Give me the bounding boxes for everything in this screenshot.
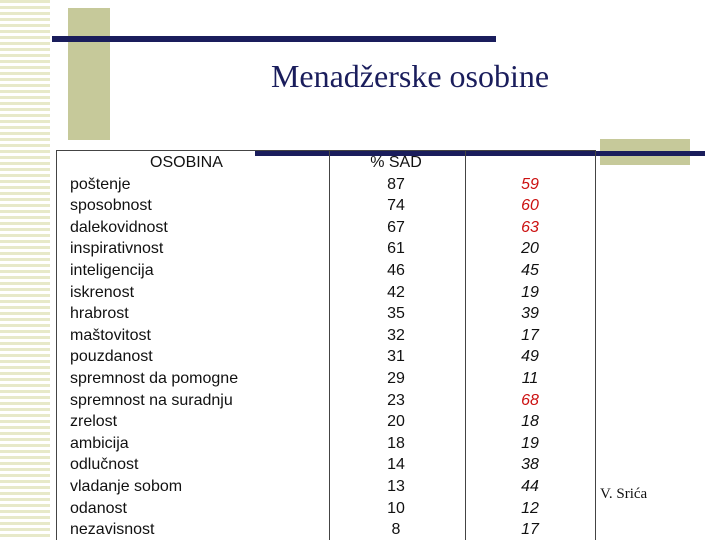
other-value-cell: 18 (521, 413, 539, 431)
trait-cell: inspirativnost (70, 240, 164, 258)
sad-value-cell: 46 (387, 261, 405, 279)
page-title: Menadžerske osobine (270, 58, 550, 94)
table-divider-3 (595, 150, 596, 540)
sad-value-cell: 87 (387, 175, 405, 193)
other-value-cell: 68 (521, 391, 539, 409)
other-value-cell: 38 (521, 456, 539, 474)
trait-cell: nezavisnost (70, 521, 155, 539)
author-credit: V. Srića (600, 486, 648, 502)
sad-value-cell: 32 (387, 326, 405, 344)
other-value-cell: 17 (521, 521, 539, 539)
sad-value-cell: 18 (387, 434, 405, 452)
sad-value-cell: 13 (387, 477, 405, 495)
sad-value-cell: 67 (387, 218, 405, 236)
other-value-cell: 19 (521, 283, 539, 301)
other-column-header-empty (490, 152, 570, 174)
other-value-cell: 60 (521, 197, 539, 215)
decorative-olive-block (68, 8, 110, 140)
sad-column (360, 152, 432, 541)
trait-column-header: OSOBINA (150, 154, 223, 171)
other-value-cell: 17 (521, 326, 539, 344)
other-value-cell: 12 (521, 499, 539, 517)
other-value-cell: 45 (521, 261, 539, 279)
table-divider-2 (465, 150, 466, 540)
decorative-stripes (0, 0, 50, 540)
trait-cell: odlučnost (70, 456, 139, 474)
sad-value-cell: 61 (387, 240, 405, 258)
other-value-cell: 59 (521, 175, 539, 193)
sad-value-cell: 29 (387, 369, 405, 387)
trait-cell: spremnost da pomogne (70, 369, 239, 387)
other-value-cell: 11 (521, 369, 539, 387)
trait-cell: maštovitost (70, 326, 151, 344)
other-value-cell: 63 (521, 218, 539, 236)
decorative-title-bar (52, 36, 496, 42)
table-divider-1 (329, 150, 330, 540)
other-value-cell: 19 (521, 434, 539, 452)
sad-column-header: % SAD (370, 154, 422, 171)
other-column (490, 152, 570, 541)
sad-value-cell: 8 (391, 521, 401, 539)
trait-column (70, 152, 238, 541)
sad-value-cell: 74 (387, 197, 405, 215)
trait-cell: iskrenost (70, 283, 135, 301)
table-top-border (56, 150, 596, 151)
other-value-cell: 44 (521, 477, 539, 495)
trait-cell: odanost (70, 499, 127, 517)
trait-cell: vladanje sobom (70, 477, 183, 495)
trait-cell: hrabrost (70, 305, 129, 323)
sad-value-cell: 14 (387, 456, 405, 474)
trait-cell: poštenje (70, 175, 131, 193)
trait-cell: sposobnost (70, 197, 152, 215)
trait-cell: pouzdanost (70, 348, 153, 366)
sad-value-cell: 23 (387, 391, 405, 409)
sad-value-cell: 10 (387, 499, 405, 517)
trait-cell: spremnost na suradnju (70, 391, 233, 409)
table-divider-left (56, 150, 57, 540)
sad-value-cell: 31 (387, 348, 405, 366)
decorative-table-bar (255, 151, 705, 156)
other-value-cell: 39 (521, 305, 539, 323)
trait-cell: ambicija (70, 434, 129, 452)
other-value-cell: 20 (521, 240, 539, 258)
sad-value-cell: 42 (387, 283, 405, 301)
trait-cell: dalekovidnost (70, 218, 168, 236)
other-value-cell: 49 (521, 348, 539, 366)
trait-cell: zrelost (70, 413, 118, 431)
trait-cell: inteligencija (70, 261, 154, 279)
sad-value-cell: 35 (387, 305, 405, 323)
sad-value-cell: 20 (387, 413, 405, 431)
